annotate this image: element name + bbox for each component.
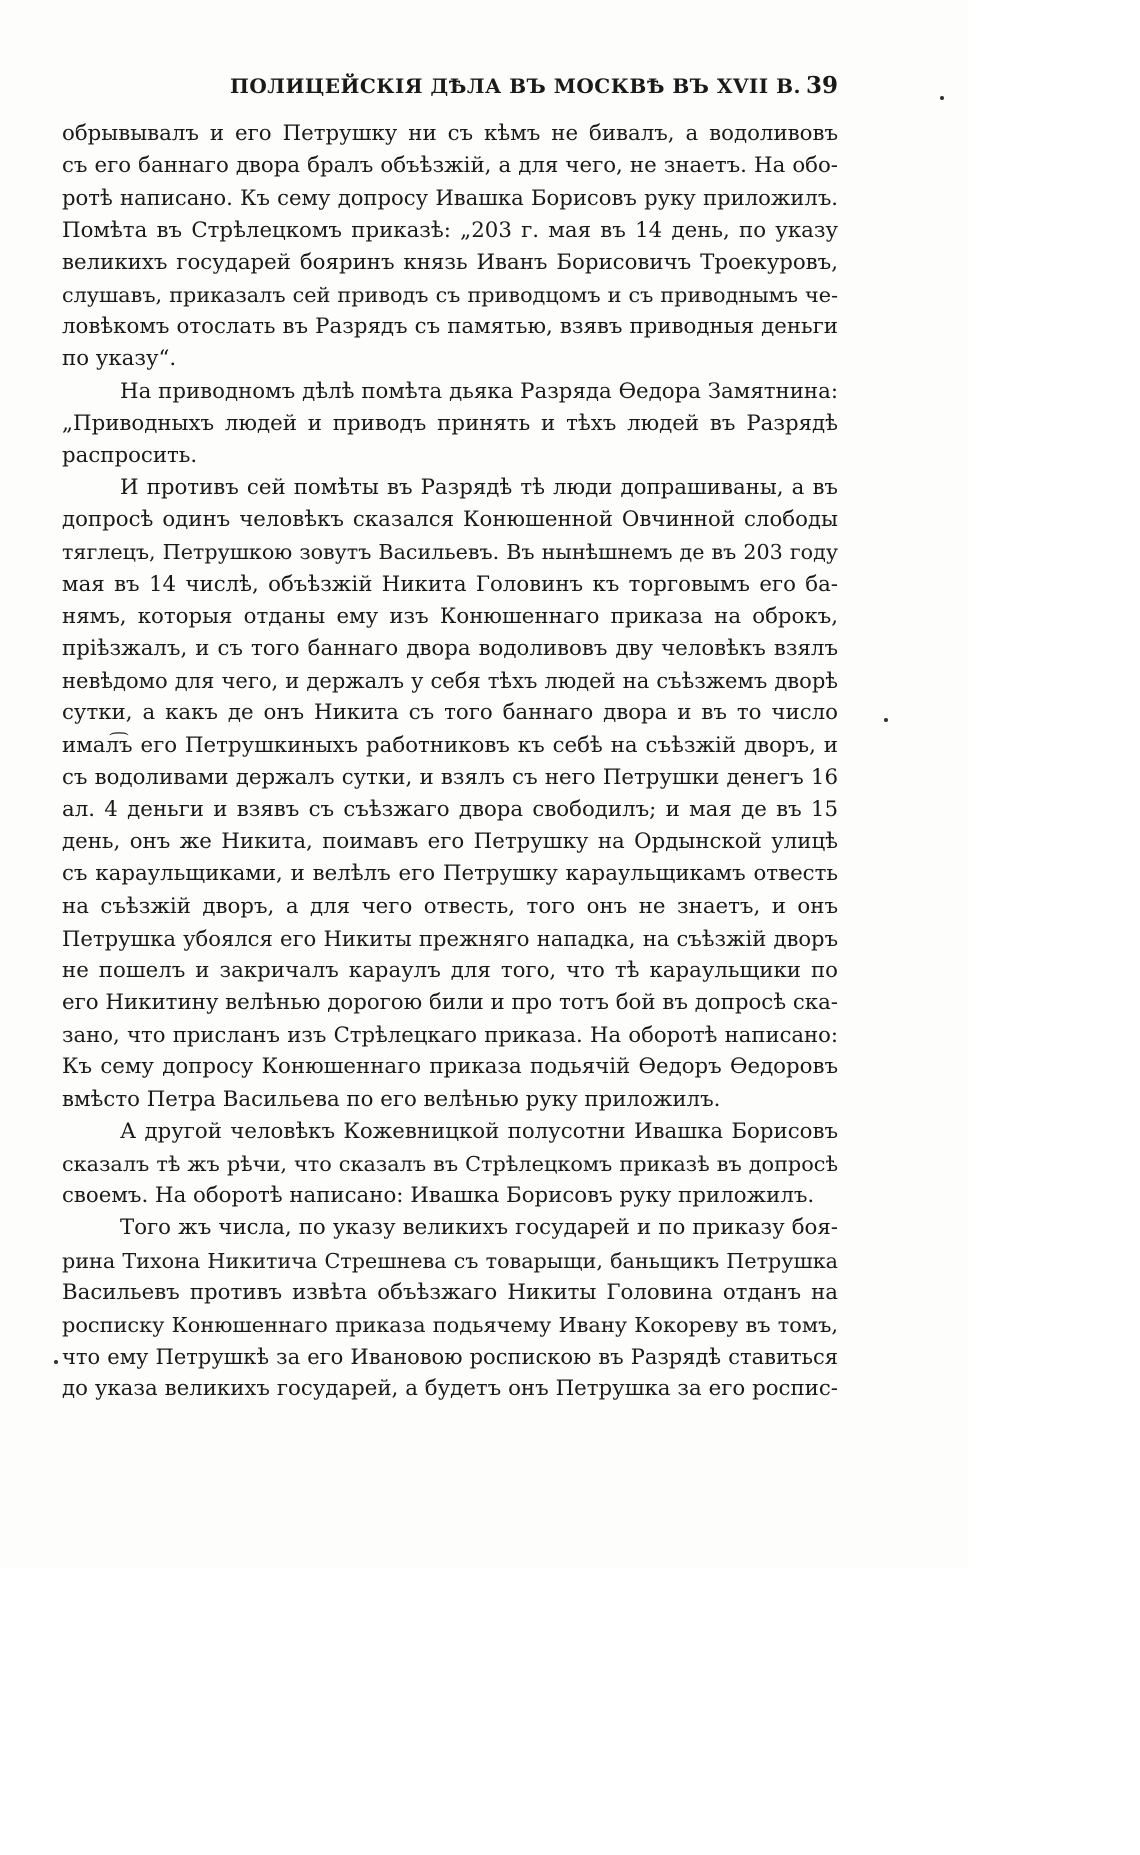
text-line: На приводномъ дѣлѣ помѣта дьяка Разряда Ѳедора Замятнина: bbox=[120, 378, 838, 404]
text-line: тяглецъ, Петрушкою зовутъ Васильевъ. Въ нынѣшнемъ де въ 203 году bbox=[62, 540, 838, 565]
text-line: распросить. bbox=[62, 442, 198, 468]
text-line: его Никитину велѣнью дорогою били и про тотъ бой въ допросѣ ска- bbox=[62, 990, 838, 1016]
text-line: „Приводныхъ людей и приводъ принять и тѣхъ людей въ Разрядѣ bbox=[62, 410, 838, 436]
text-line: рина Тихона Никитича Стрешнева съ товарыщи, баньщикъ Петрушка bbox=[62, 1248, 838, 1273]
text-line: Помѣта въ Стрѣлецкомъ приказѣ: „203 г. мая въ 14 день, по указу bbox=[62, 217, 838, 243]
text-line: ал. 4 деньги и взявъ съ съѣзжаго двора свободилъ; и мая де въ 15 bbox=[62, 796, 838, 822]
text-line: великихъ государей бояринъ князь Иванъ Борисовичъ Троекуровъ, bbox=[62, 249, 838, 275]
text-line: допросѣ одинъ человѣкъ сказался Конюшенной Овчинной слободы bbox=[62, 507, 838, 533]
text-line: съ водоливами держалъ сутки, и взялъ съ него Петрушки денегъ 16 bbox=[62, 764, 838, 790]
text-line: Васильевъ противъ извѣта объѣзжаго Никиты Головина отданъ на bbox=[62, 1279, 838, 1305]
text-line: сутки, а какъ де онъ Никита съ того баннаго двора и въ то число bbox=[62, 700, 838, 726]
text-line: слушавъ, приказалъ сей приводъ съ приводцомъ и съ приводнымъ че- bbox=[62, 282, 838, 307]
running-header bbox=[62, 72, 838, 102]
text-line: пріѣзжалъ, и съ того баннаго двора водоливовъ дву человѣкъ взялъ bbox=[62, 636, 838, 661]
text-line: невѣдомо для чего, и держалъ у себя тѣхъ людей на съѣзжемъ дворѣ bbox=[62, 668, 838, 694]
text-line: росписку Конюшеннаго приказа подьячему Ивану Кокореву въ томъ, bbox=[62, 1312, 838, 1337]
text-line: имал͡ъ его Петрушкиныхъ работниковъ къ себѣ на съѣзжій дворъ, и bbox=[62, 732, 838, 758]
text-line: мая въ 14 числѣ, объѣзжій Никита Головинъ къ торговымъ его ба- bbox=[62, 571, 838, 597]
text-line: на съѣзжій дворъ, а для чего отвесть, того онъ не знаетъ, и онъ bbox=[62, 893, 838, 919]
text-line: по указу“. bbox=[62, 346, 177, 372]
text-line: сказалъ тѣ жъ рѣчи, что сказалъ въ Стрѣлецкомъ приказѣ въ допросѣ bbox=[62, 1152, 838, 1176]
text-line: до указа великихъ государей, а будетъ онъ Петрушка за его роспис- bbox=[62, 1376, 838, 1402]
text-line: нямъ, которыя отданы ему изъ Конюшеннаго приказа на оброкъ, bbox=[62, 603, 838, 629]
text-line: Петрушка убоялся его Никиты прежняго нападка, на съѣзжій дворъ bbox=[62, 925, 838, 951]
stray-ink-mark bbox=[54, 1360, 58, 1364]
text-line: не пошелъ и закричалъ караулъ для того, что тѣ караульщики по bbox=[62, 957, 838, 983]
stray-ink-mark bbox=[884, 718, 888, 722]
text-line: обрывывалъ и его Петрушку ни съ кѣмъ не бивалъ, а водоливовъ bbox=[62, 121, 838, 146]
text-line: Къ сему допросу Конюшеннаго приказа подьячій Ѳедоръ Ѳедоровъ bbox=[62, 1054, 838, 1080]
text-line: зано, что присланъ изъ Стрѣлецкаго приказа. На оборотѣ написано: bbox=[62, 1022, 838, 1048]
text-line: ловѣкомъ отослать въ Разрядъ съ памятью, взявъ приводныя деньги bbox=[62, 314, 838, 340]
stray-ink-mark bbox=[940, 96, 944, 100]
text-line: вмѣсто Петра Васильева по его велѣнью руку приложилъ. bbox=[62, 1086, 721, 1112]
text-line: своемъ. На оборотѣ написано: Ивашка Борисовъ руку приложилъ. bbox=[62, 1183, 815, 1209]
text-line: ротѣ написано. Къ сему допросу Ивашка Борисовъ руку приложилъ. bbox=[62, 185, 838, 211]
text-line: день, онъ же Никита, поимавъ его Петрушку на Ордынской улицѣ bbox=[62, 829, 838, 855]
text-line: Того жъ числа, по указу великихъ государей и по приказу боя- bbox=[120, 1215, 838, 1241]
page-number: 39 bbox=[805, 72, 838, 99]
text-line: А другой человѣкъ Кожевницкой полусотни Ивашка Борисовъ bbox=[120, 1118, 838, 1144]
text-line: И противъ сей помѣты въ Разрядѣ тѣ люди допрашиваны, а въ bbox=[120, 475, 838, 501]
text-line: съ караульщиками, и велѣлъ его Петрушку караульщикамъ отвесть bbox=[62, 861, 838, 887]
text-line: что ему Петрушкѣ за его Ивановою роспискою въ Разрядѣ ставиться bbox=[62, 1345, 838, 1370]
running-header-title: ПОЛИЦЕЙСКІЯ ДѢЛА ВЪ МОСКВѢ ВЪ XVII В. bbox=[230, 74, 801, 98]
body-text bbox=[62, 118, 838, 1406]
text-line: съ его баннаго двора бралъ объѣзжій, а для чего, не знаетъ. На обо- bbox=[62, 153, 838, 179]
